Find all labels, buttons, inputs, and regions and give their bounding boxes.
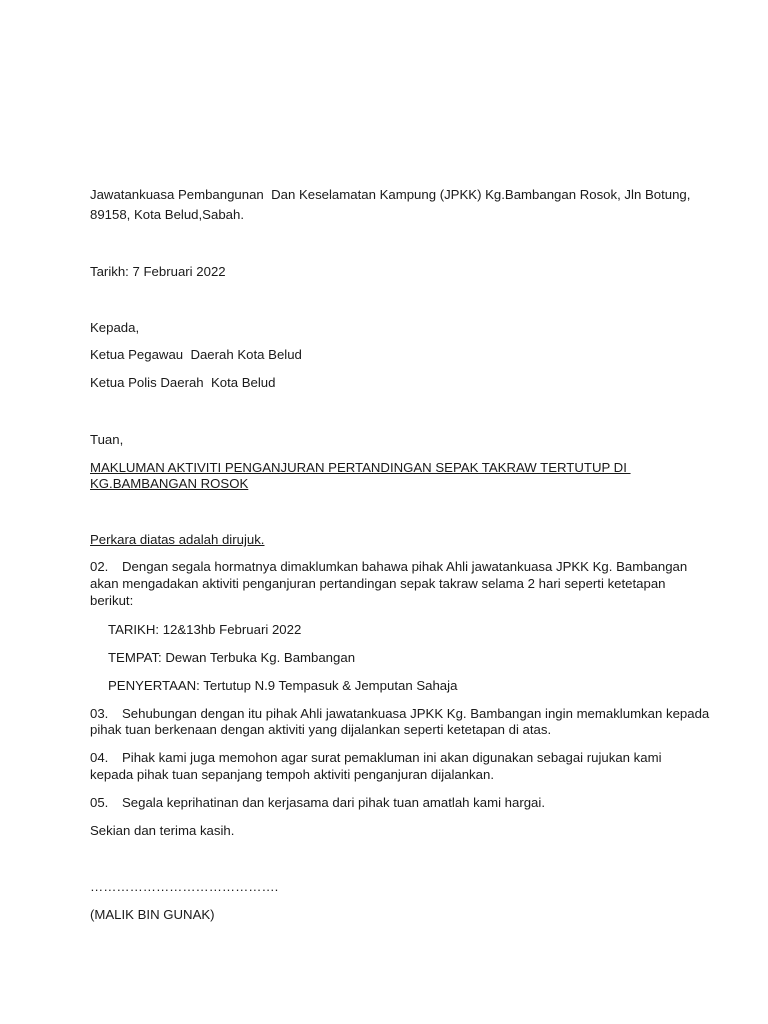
closing-line: Sekian dan terima kasih. [90, 823, 235, 838]
reference-line: Perkara diatas adalah dirujuk. [90, 532, 265, 547]
paragraph-03-line-1 [90, 705, 709, 722]
paragraph-03-number: 03. [90, 706, 109, 721]
recipient-2: Ketua Polis Daerah Kota Belud [90, 375, 276, 390]
paragraph-03-line-2: pihak tuan berkenaan dengan aktiviti yang dijalankan seperti ketetapan di atas. [90, 722, 552, 737]
salutation: Tuan, [90, 432, 124, 447]
to-label: Kepada, [90, 320, 140, 335]
paragraph-03-text-1: Sehubungan dengan itu pihak Ahli jawatankuasa JPKK Kg. Bambangan ingin memaklumkan kepada [122, 706, 710, 721]
paragraph-04-line-1 [90, 749, 662, 766]
recipient-1: Ketua Pegawau Daerah Kota Belud [90, 347, 302, 362]
paragraph-04-text-1: Pihak kami juga memohon agar surat pemakluman ini akan digunakan sebagai rujukan kami [122, 750, 662, 765]
detail-participation: PENYERTAAN: Tertutup N.9 Tempasuk & Jemputan Sahaja [108, 678, 458, 693]
subject-line-2: KG.BAMBANGAN ROSOK [90, 476, 249, 491]
detail-date: TARIKH: 12&13hb Februari 2022 [108, 622, 302, 637]
paragraph-02-line-2: akan mengadakan aktiviti penganjuran pertandingan sepak takraw selama 2 hari seperti ketetapan [90, 576, 666, 591]
paragraph-05-line-1 [90, 794, 545, 811]
subject-line-1: MAKLUMAN AKTIVITI PENGANJURAN PERTANDINGAN SEPAK TAKRAW TERTUTUP DI [90, 460, 631, 475]
signatory-name: (MALIK BIN GUNAK) [90, 907, 215, 922]
paragraph-02-line-1 [90, 558, 687, 575]
paragraph-04-number: 04. [90, 750, 109, 765]
paragraph-05-text-1: Segala keprihatinan dan kerjasama dari pihak tuan amatlah kami hargai. [122, 795, 545, 810]
paragraph-02-line-3: berikut: [90, 593, 134, 608]
paragraph-02-text-1: Dengan segala hormatnya dimaklumkan bahawa pihak Ahli jawatankuasa JPKK Kg. Bambangan [122, 559, 688, 574]
signature-line: ……………………………………. [90, 879, 279, 894]
sender-address-line-2: 89158, Kota Belud,Sabah. [90, 207, 244, 222]
detail-place: TEMPAT: Dewan Terbuka Kg. Bambangan [108, 650, 356, 665]
sender-address-line-1: Jawatankuasa Pembangunan Dan Keselamatan Kampung (JPKK) Kg.Bambangan Rosok, Jln Botung, [90, 187, 691, 202]
paragraph-02-number: 02. [90, 559, 109, 574]
letter-date: Tarikh: 7 Februari 2022 [90, 264, 226, 279]
paragraph-04-line-2: kepada pihak tuan sepanjang tempoh aktiviti penganjuran dijalankan. [90, 767, 494, 782]
paragraph-05-number: 05. [90, 795, 109, 810]
